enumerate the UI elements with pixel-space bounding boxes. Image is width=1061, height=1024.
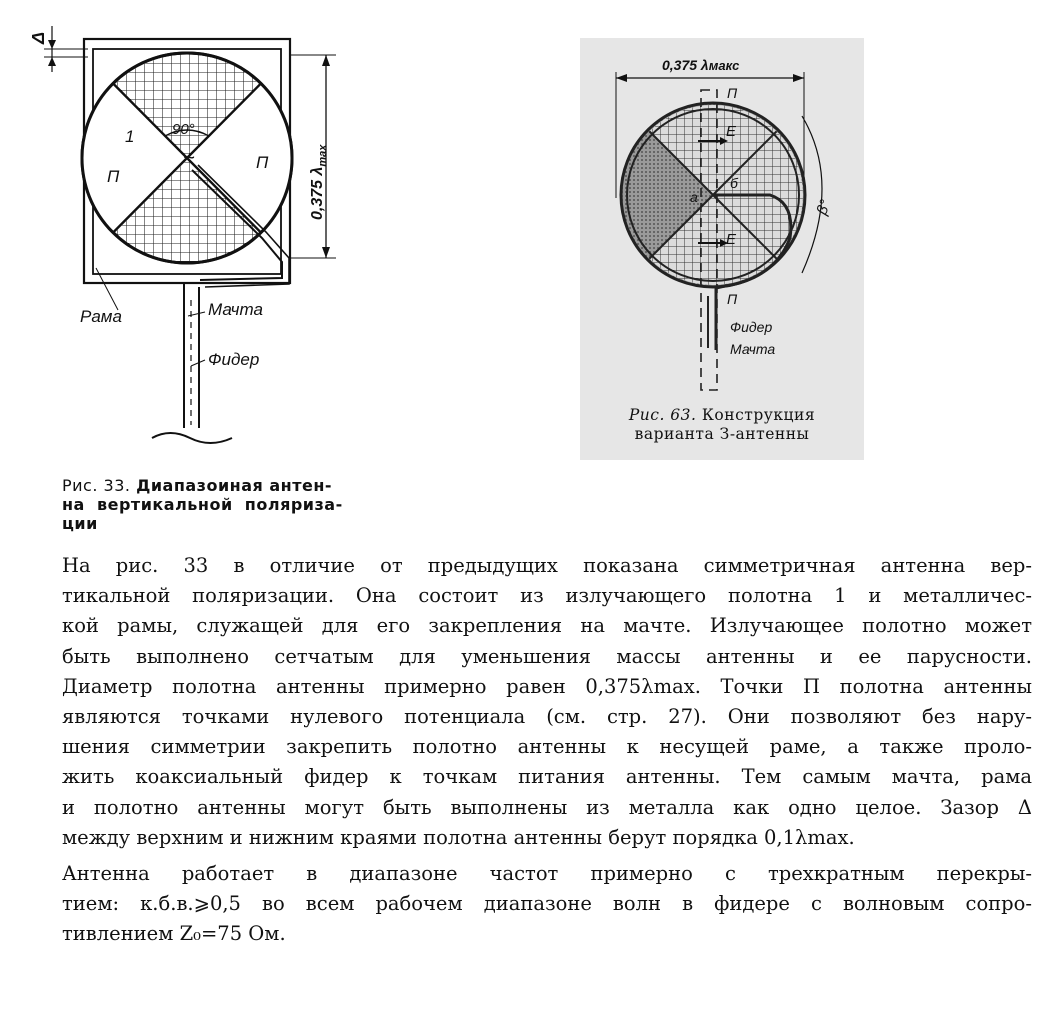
p2-line-3: тивлением Z₀=75 Ом. — [62, 922, 286, 946]
caption-33-line-2: на вертикальной поляриза- — [62, 495, 343, 514]
label-frame: Рама — [80, 307, 122, 326]
p2-line-2: тием: к.б.в.⩾0,5 во всем рабочем диапазоне волн в фидере с волновым сопро- — [62, 892, 1032, 916]
p1-line-1: На рис. 33 в отличие от предыдущих показана симметричная антенна вер- — [62, 554, 1032, 577]
label-feeder-63: Фидер — [730, 319, 773, 335]
label-b: б — [730, 175, 738, 191]
label-source: ~ — [183, 147, 195, 169]
label-point-right: П — [256, 153, 269, 172]
label-p-bottom: П — [727, 291, 738, 307]
paragraph-1 — [62, 551, 1032, 853]
label-beta: β° — [813, 197, 835, 218]
p1-line-5: Диаметр полотна антенны примерно равен 0,375λmax. Точки П полотна антенны — [62, 674, 1032, 698]
ground-wave — [152, 433, 232, 443]
p1-line-9: и полотно антенны могут быть выполнены из металла как одно целое. Зазор Δ — [62, 795, 1032, 819]
label-a: a — [690, 189, 698, 205]
label-dimension-63: 0,375 λмакс — [662, 57, 740, 73]
p1-line-7: шения симметрии закрепить полотно антенны к несущей раме, а также проло- — [62, 735, 1032, 759]
paragraph-2 — [62, 859, 1032, 950]
p2-line-1: Антенна работает в диапазоне частот примерно с трехкратным перекры- — [62, 862, 1032, 886]
label-angle: 90° — [172, 121, 195, 138]
p1-line-6: являются точками нулевого потенциала (см. стр. 27). Они позволяют без нару- — [62, 705, 1032, 729]
label-element-1: 1 — [125, 127, 135, 146]
p1-line-2: тикальной поляризации. Она состоит из излучающего полотна 1 и металличес- — [62, 584, 1032, 608]
label-mast: Мачта — [208, 300, 263, 319]
caption-33-line-1: Диапазоиная антен- — [136, 476, 333, 495]
figure-33-caption — [62, 476, 392, 533]
caption-63-line-1: Конструкция — [701, 406, 816, 424]
p1-line-8: жить коаксиальный фидер к точкам питания антенны. Тем самым мачта, рама — [62, 765, 1032, 789]
label-e-bottom: E — [726, 231, 737, 248]
label-p-top: П — [727, 85, 738, 101]
label-dimension: 0,375 $\lambda_{max}$ — [309, 144, 329, 220]
p1-line-3: кой рамы, служащей для его закрепления на мачте. Излучающее полотно может — [62, 614, 1032, 638]
p1-line-10: между верхним и нижним краями полотна антенны берут порядка 0,1λmax. — [62, 825, 855, 849]
label-mast-63: Мачта — [730, 341, 776, 357]
label-delta: Δ — [28, 31, 48, 44]
label-feeder: Фидер — [208, 350, 260, 369]
p1-line-4: быть выполнено сетчатым для уменьшения массы антенны и ее парусности. — [62, 644, 1032, 668]
label-e-top: E — [726, 123, 737, 140]
caption-33-line-3: ции — [62, 514, 98, 533]
label-point-left: П — [107, 167, 120, 186]
figure-63 — [580, 38, 864, 418]
figure-63-caption — [590, 406, 854, 444]
body-text — [62, 551, 1032, 950]
caption-33-number: Рис. 33. — [62, 476, 131, 495]
caption-63-line-2: варианта З-антенны — [634, 425, 810, 443]
caption-63-number: Рис. 63. — [628, 406, 697, 424]
figure-33 — [0, 0, 360, 470]
